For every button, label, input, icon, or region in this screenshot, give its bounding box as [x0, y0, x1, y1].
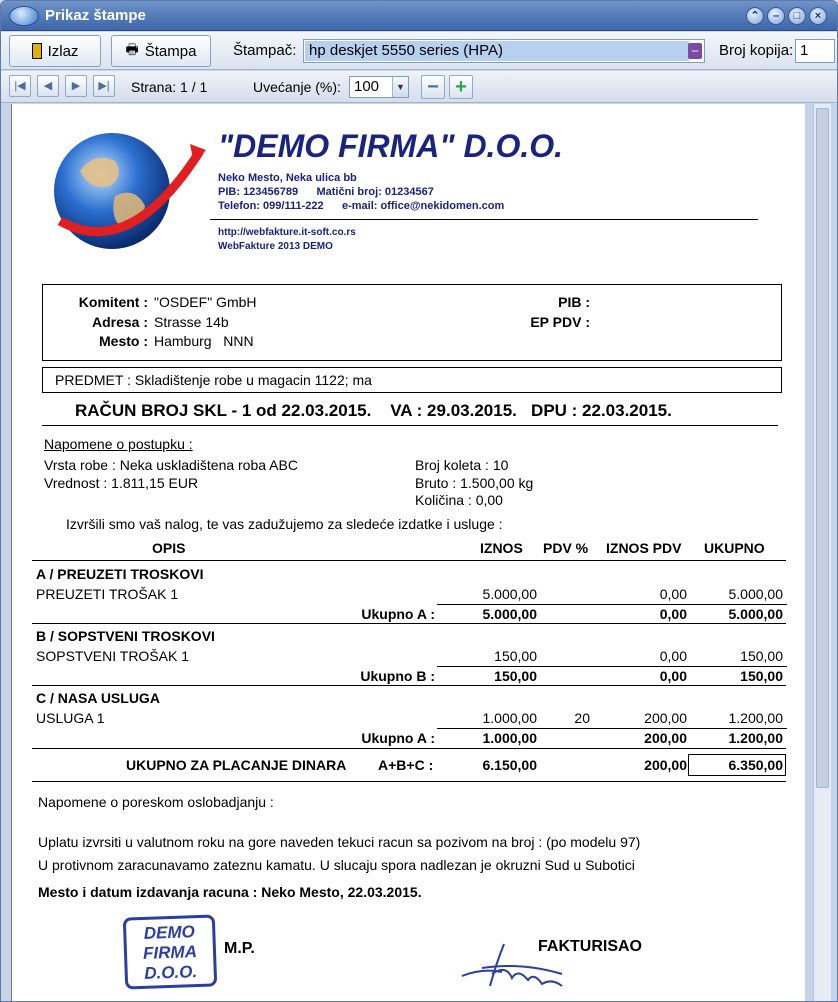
maximize-icon[interactable]: □: [788, 7, 806, 25]
company-address: Neko Mesto, Neka ulica bb: [218, 172, 357, 184]
next-page-icon[interactable]: ▶: [65, 75, 87, 97]
vertical-scrollbar[interactable]: [813, 104, 831, 1001]
globe-logo-icon: [40, 126, 210, 256]
last-page-icon[interactable]: ▶|: [93, 75, 115, 97]
notes-header: Napomene o postupku :: [44, 436, 193, 452]
print-toolbar: [1, 32, 837, 70]
zoom-select[interactable]: 100 ▼: [349, 76, 409, 98]
company-product: WebFakture 2013 DEMO: [218, 241, 333, 252]
mp-label: M.P.: [224, 940, 255, 957]
intro-text: Izvršili smo vaš nalog, te vas zadužujemo za sledeće izdatke i usluge :: [66, 516, 503, 532]
subject: PREDMET : Skladištenje robe u magacin 1122; ma: [55, 372, 372, 388]
exit-button[interactable]: Izlaz: [9, 35, 101, 67]
print-button[interactable]: 🖶 Štampa: [111, 35, 211, 67]
printer-label: Štampač:: [233, 42, 297, 59]
total-label: UKUPNO ZA PLACANJE DINARA: [126, 757, 347, 773]
company-ids: PIB: 123456789 Matični broj: 01234567: [218, 186, 434, 198]
printer-select[interactable]: hp deskjet 5550 series (HPA) –: [303, 39, 705, 63]
company-stamp: DEMO FIRMA D.O.O.: [123, 914, 217, 989]
chevron-down-icon[interactable]: ▼: [392, 77, 408, 97]
printer-icon: 🖶: [125, 41, 139, 57]
zoom-in-icon[interactable]: +: [449, 75, 473, 99]
prev-page-icon[interactable]: ◀: [37, 75, 59, 97]
signature-icon: [452, 934, 652, 994]
company-name: "DEMO FIRMA" D.O.O.: [218, 128, 563, 164]
grand-total: 6.350,00: [728, 757, 783, 773]
page-info: Strana: 1 / 1: [131, 79, 208, 95]
invoice-title: RAČUN BROJ SKL - 1 od 22.03.2015. VA : 29.03.2015. DPU : 22.03.2015.: [75, 401, 672, 420]
exit-door-icon: [32, 43, 42, 59]
app-globe-icon: [9, 6, 39, 26]
copies-label: Broj kopija:: [719, 42, 794, 59]
first-page-icon[interactable]: |◀: [9, 75, 31, 97]
dropdown-icon[interactable]: –: [688, 43, 702, 59]
invoice-page: "DEMO FIRMA" D.O.O. Neko Mesto, Neka ulica bb PIB: 123456789 Matični broj: 01234567 Telefon: 099/111-222 e-mail: office@nekidomen.com http://webfakture.it-soft.co.rs WebFakture 2013 DEMO Komitent : "OSDEF" GmbH Adresa : Strasse 14b Mesto : Hamburg NNN PIB : EP PDV : PREDMET : Skladištenje robe u magacin 1122; ma RAČUN BROJ SKL - 1 od 22.03.2015. VA : 29.03.2015. DPU : 22.03.2015. Napomene o postupku : Vrsta robe : Neka uskladištena roba ABC Vrednost : 1.811,15 EUR Broj koleta : 10 Bruto : 1.500,00 kg Količina : 0,00 Izvršili smo vaš nalog, te vas zadužujemo za sledeće izdatke i usluge : OPIS IZNOS PDV % IZNOS PDV UKUPNO A / PREUZETI TROSKOVI PREUZETI TROŠAK 1 5.000,00 0,00 5.000,00 Ukupno A : 5.000,00 0,00 5.000,00 B / SOPSTVENI TROSKOVI SOPSTVENI TROŠAK 1 150,00 0,00 150,00 Ukupno B : 150,00 0,00 150,00 C / NASA USLUGA USLUGA 1 1.000,00 20 200,00 1.200,00 Ukupno A : 1.000,00 200,00 1.200,00 UKUPNO ZA PLACANJE DINARA A+B+C : 6.150,00 200,00 6.350,00 Napomene o poreskom oslobadjanju : Uplatu izvrsiti u valutnom roku na gore naveden tekuci racun sa pozivom na broj : (po modelu 97) U protivnom zaracunavamo zateznu kamatu. U slucaju spora nadlezan je okruzni Sud u Subotici Mesto i datum izdavanja racuna : Neko Mesto, 22.03.2015. DEMO FIRMA D.O.O. M.P. FAKTURISAO: [11, 104, 805, 1001]
header-divider: [210, 219, 758, 220]
client-box: [42, 284, 782, 361]
window-title: Prikaz štampe: [45, 7, 146, 24]
client-city: Hamburg NNN: [154, 333, 254, 349]
close-icon[interactable]: ×: [809, 7, 827, 25]
zoom-label: Uvećanje (%):: [253, 79, 341, 95]
company-contact: Telefon: 099/111-222 e-mail: office@nekidomen.com: [218, 200, 505, 212]
zoom-out-icon[interactable]: −: [421, 75, 445, 99]
client-address: Strasse 14b: [154, 314, 229, 330]
company-web: http://webfakture.it-soft.co.rs: [218, 227, 356, 238]
minimize-icon[interactable]: –: [767, 7, 785, 25]
copies-input[interactable]: 1: [795, 39, 835, 63]
collapse-icon[interactable]: ⌃: [746, 7, 764, 25]
preview-area: [1, 104, 837, 1001]
fakturisao-label: FAKTURISAO: [538, 938, 642, 955]
title-bar[interactable]: [1, 1, 837, 31]
navigation-toolbar: [1, 71, 837, 103]
client-name: "OSDEF" GmbH: [154, 294, 257, 310]
place-date: Mesto i datum izdavanja racuna : Neko Mesto, 22.03.2015.: [38, 884, 422, 900]
scrollbar-thumb[interactable]: [816, 108, 829, 788]
